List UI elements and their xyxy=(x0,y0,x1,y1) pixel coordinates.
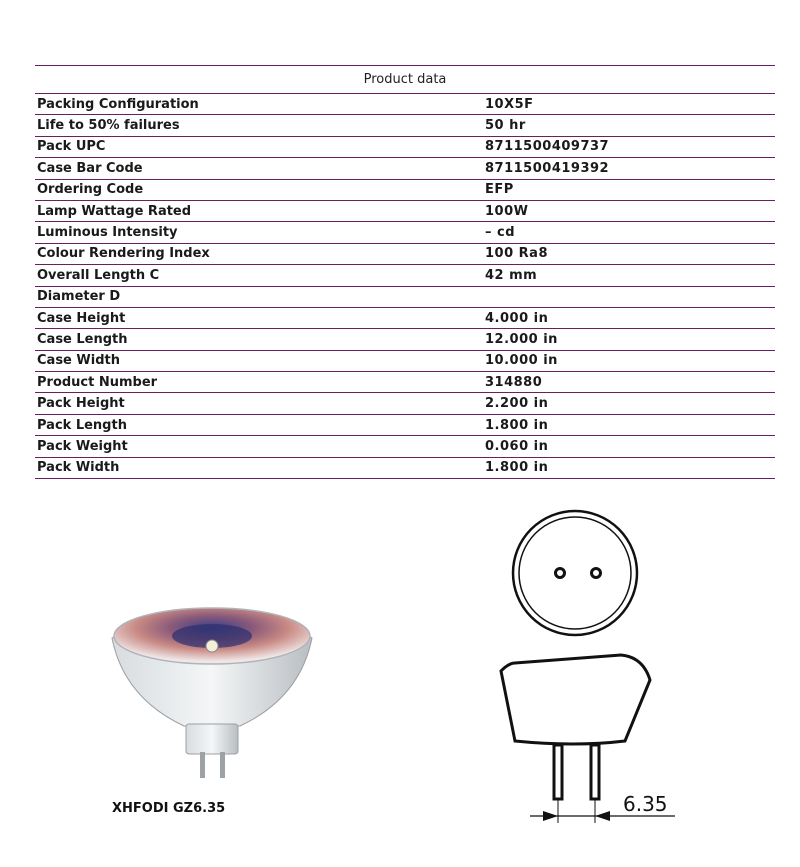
row-label: Diameter D xyxy=(37,289,121,305)
row-label: Pack Width xyxy=(37,460,120,476)
row-value: 314880 xyxy=(485,374,543,390)
row-label: Pack UPC xyxy=(37,139,106,155)
table-row xyxy=(35,201,775,222)
row-value: 8711500409737 xyxy=(485,139,610,155)
row-value: 0.060 in xyxy=(485,438,549,454)
row-label: Product Number xyxy=(37,374,158,390)
table-row xyxy=(35,244,775,265)
row-label: Ordering Code xyxy=(37,182,144,198)
table-row xyxy=(35,180,775,201)
dimension-drawing xyxy=(495,495,695,835)
table-row xyxy=(35,222,775,243)
row-value: 100 Ra8 xyxy=(485,246,548,262)
table-row xyxy=(35,458,775,479)
lamp-caption: XHFODI GZ6.35 xyxy=(112,801,226,816)
product-data-table xyxy=(35,65,775,479)
row-value: 1.800 in xyxy=(485,417,549,433)
table-row xyxy=(35,158,775,179)
table-row xyxy=(35,287,775,308)
row-value: 8711500419392 xyxy=(485,160,610,176)
row-value: – cd xyxy=(485,225,516,241)
table-row xyxy=(35,137,775,158)
row-label: Pack Length xyxy=(37,417,127,433)
row-value: 2.200 in xyxy=(485,396,549,412)
row-label: Pack Weight xyxy=(37,438,128,454)
row-label: Packing Configuration xyxy=(37,96,199,112)
row-label: Case Height xyxy=(37,310,126,326)
table-row xyxy=(35,351,775,372)
row-label: Case Length xyxy=(37,331,128,347)
row-value: 4.000 in xyxy=(485,310,549,326)
table-title: Product data xyxy=(35,65,775,94)
row-label: Lamp Wattage Rated xyxy=(37,203,192,219)
row-value: 10X5F xyxy=(485,96,534,112)
row-label: Overall Length C xyxy=(37,267,160,283)
table-row xyxy=(35,415,775,436)
table-row xyxy=(35,393,775,414)
row-label: Case Width xyxy=(37,353,120,369)
lamp-photo xyxy=(100,598,324,788)
row-value: 42 mm xyxy=(485,267,538,283)
table-row xyxy=(35,94,775,115)
row-label: Case Bar Code xyxy=(37,160,143,176)
row-label: Luminous Intensity xyxy=(37,225,178,241)
row-value: 12.000 in xyxy=(485,331,558,347)
row-value: 100W xyxy=(485,203,529,219)
row-label: Pack Height xyxy=(37,396,125,412)
row-value: 10.000 in xyxy=(485,353,558,369)
row-label: Colour Rendering Index xyxy=(37,246,210,262)
table-row xyxy=(35,308,775,329)
table-row xyxy=(35,329,775,350)
table-row xyxy=(35,115,775,136)
table-row xyxy=(35,372,775,393)
dimension-label: 6.35 xyxy=(623,792,668,816)
row-label: Life to 50% failures xyxy=(37,118,180,134)
table-row xyxy=(35,265,775,286)
row-value: 50 hr xyxy=(485,118,526,134)
row-value: EFP xyxy=(485,182,514,198)
row-value: 1.800 in xyxy=(485,460,549,476)
table-row xyxy=(35,436,775,457)
